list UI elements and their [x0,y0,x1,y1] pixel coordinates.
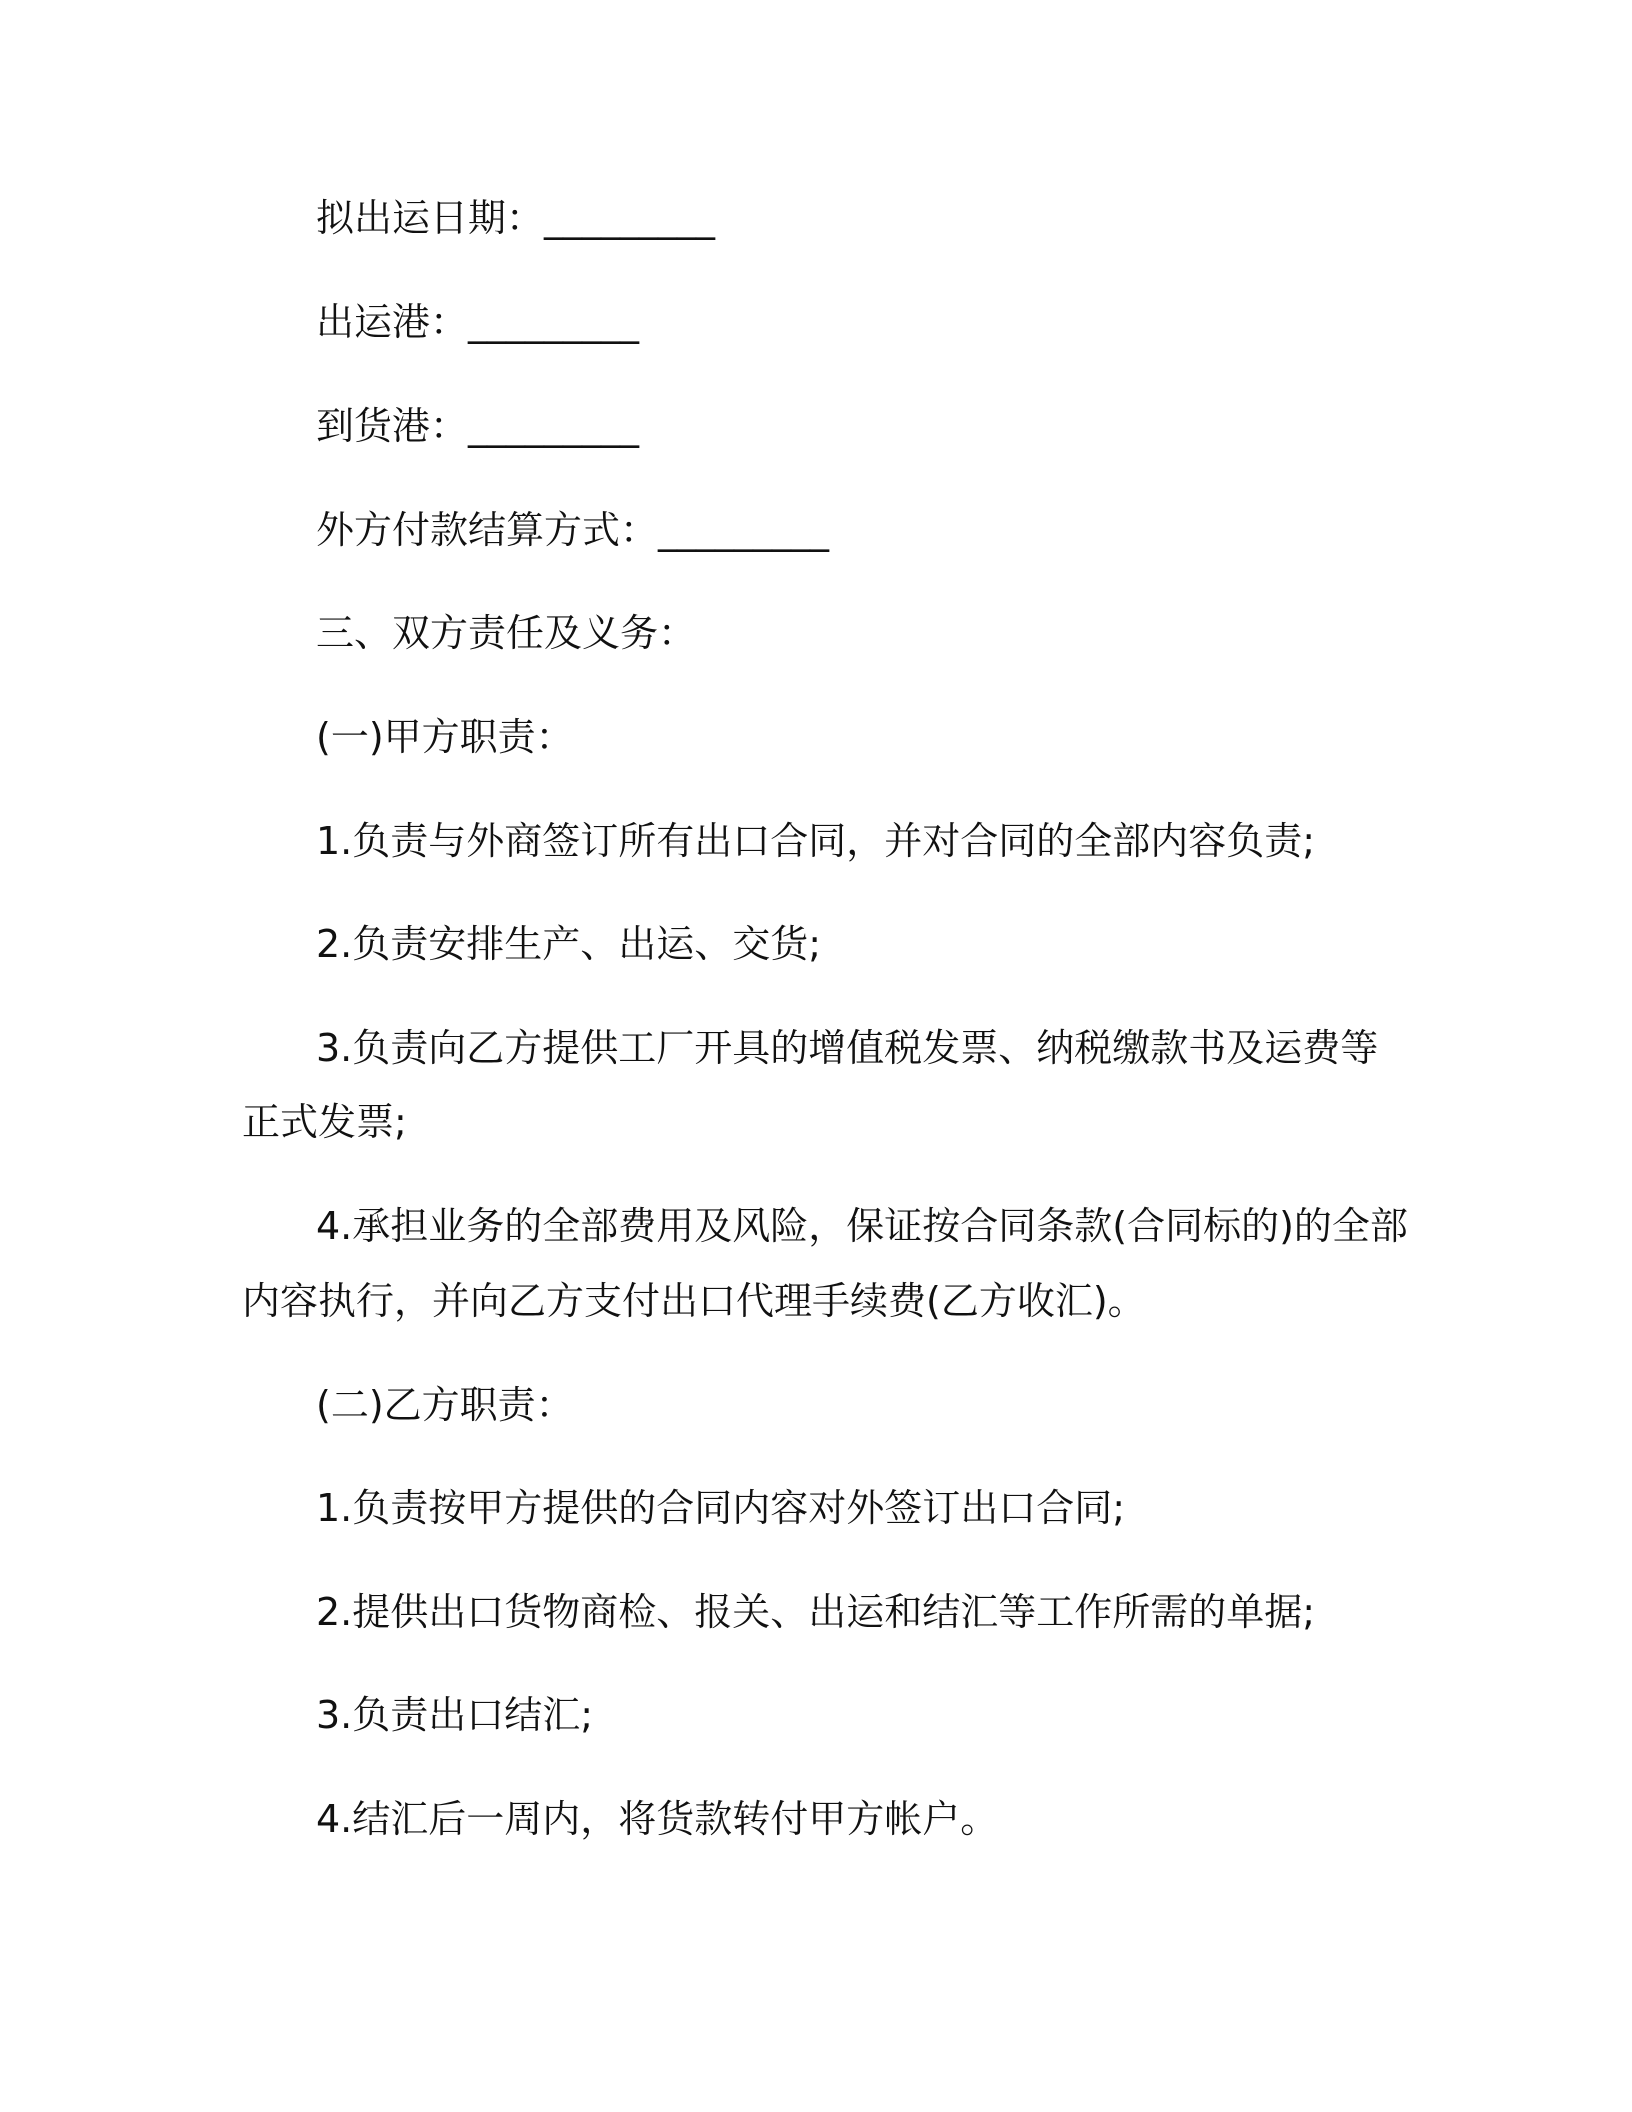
section-3-heading: 三、双方责任及义务： [316,611,697,655]
port-of-loading-field: 出运港：_________ [316,300,640,344]
party-b-item-1: 1.负责按甲方提供的合同内容对外签订出口合同; [316,1486,1126,1530]
party-a-heading: (一)甲方职责： [316,715,574,759]
party-b-item-4: 4.结汇后一周内，将货款转付甲方帐户。 [316,1797,999,1841]
party-a-item-1: 1.负责与外商签订所有出口合同，并对合同的全部内容负责; [316,819,1316,863]
party-a-item-4-line-1: 4.承担业务的全部费用及风险，保证按合同条款(合同标的)的全部 [316,1204,1408,1248]
ship-date-field: 拟出运日期：_________ [316,196,716,240]
party-b-item-3: 3.负责出口结汇; [316,1693,594,1737]
party-a-item-3-line-2: 正式发票; [242,1100,407,1144]
party-a-item-4-line-2: 内容执行，并向乙方支付出口代理手续费(乙方收汇)。 [242,1279,1146,1323]
party-a-item-2: 2.负责安排生产、出运、交货; [316,922,822,966]
party-b-item-2: 2.提供出口货物商检、报关、出运和结汇等工作所需的单据; [316,1590,1316,1634]
port-of-destination-field: 到货港：_________ [316,404,640,448]
payment-method-field: 外方付款结算方式：_________ [316,508,830,552]
party-b-heading: (二)乙方职责： [316,1383,574,1427]
party-a-item-3-line-1: 3.负责向乙方提供工厂开具的增值税发票、纳税缴款书及运费等 [316,1026,1379,1070]
